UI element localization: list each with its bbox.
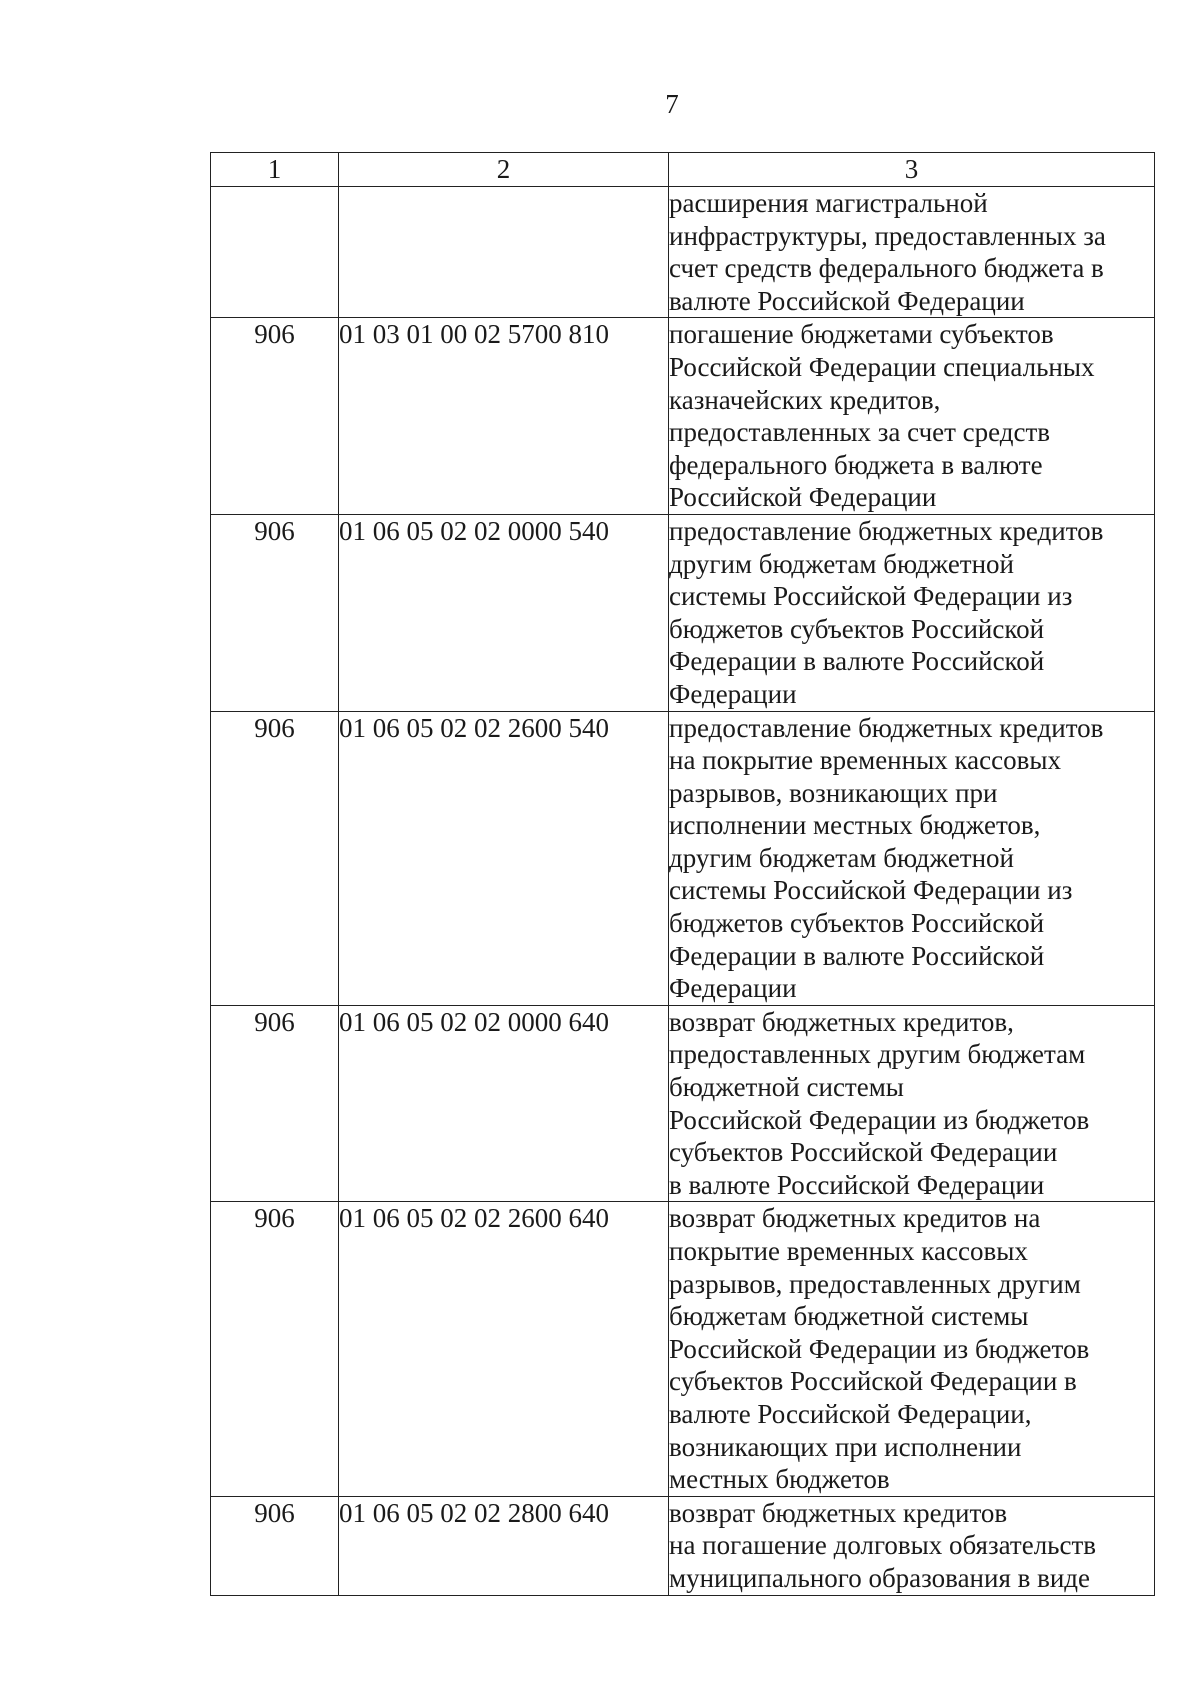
description-line: Федерации <box>669 973 797 1004</box>
description-line: возврат бюджетных кредитов, <box>669 1006 1014 1037</box>
description-line: бюджетов субъектов Российской <box>669 908 1045 939</box>
description-line: счет средств федерального бюджета в <box>669 253 1104 284</box>
description-line: покрытие временных кассовых <box>669 1236 1028 1266</box>
classification-code-cell: 01 06 05 02 02 2600 540 <box>339 711 669 1005</box>
description-line: системы Российской Федерации из <box>669 875 1073 906</box>
table-row <box>211 514 1155 711</box>
description-line: возврат бюджетных кредитов <box>669 1497 1008 1528</box>
classification-code-cell: 01 06 05 02 02 2600 640 <box>339 1202 669 1496</box>
classification-code-cell: 01 06 05 02 02 0000 540 <box>339 514 669 711</box>
description-cell <box>669 1005 1155 1202</box>
description-line: инфраструктуры, предоставленных за <box>669 220 1106 251</box>
admin-code-cell: 906 <box>211 318 339 515</box>
page-number: 7 <box>665 89 679 119</box>
classification-code-cell: 01 03 01 00 02 5700 810 <box>339 318 669 515</box>
description-line: возврат бюджетных кредитов на <box>669 1203 1041 1234</box>
description-line: валюте Российской Федерации, <box>669 1398 1032 1429</box>
table-body <box>211 187 1155 1596</box>
description-line: бюджетной системы <box>669 1072 904 1103</box>
description-cell <box>669 711 1155 1005</box>
admin-code-cell <box>211 187 339 318</box>
description-line: погашение бюджетами субъектов <box>669 319 1054 350</box>
description-cell <box>669 514 1155 711</box>
description-line: расширения магистральной <box>669 188 988 218</box>
description-line: Российской Федерации специальных <box>669 351 1095 382</box>
description-line: возникающих при исполнении <box>669 1431 1022 1462</box>
column-header-3: 3 <box>669 153 1155 187</box>
description-line: разрывов, возникающих при <box>669 777 998 808</box>
table-row <box>211 187 1155 318</box>
description-line: исполнении местных бюджетов, <box>669 810 1041 841</box>
description-line: местных бюджетов <box>669 1464 890 1495</box>
description-line: бюджетам бюджетной системы <box>669 1301 1029 1332</box>
admin-code-cell: 906 <box>211 711 339 1005</box>
column-header-2: 2 <box>339 153 669 187</box>
classification-code-cell <box>339 187 669 318</box>
admin-code-cell: 906 <box>211 1202 339 1496</box>
description-line: в валюте Российской Федерации <box>669 1169 1045 1200</box>
description-line: предоставленных другим бюджетам <box>669 1039 1086 1070</box>
description-line: Федерации в валюте Российской <box>669 646 1045 677</box>
description-line: бюджетов субъектов Российской <box>669 613 1045 644</box>
description-line: субъектов Российской Федерации <box>669 1137 1058 1168</box>
admin-code-cell: 906 <box>211 1496 339 1595</box>
admin-code-cell: 906 <box>211 1005 339 1202</box>
classification-code-cell: 01 06 05 02 02 0000 640 <box>339 1005 669 1202</box>
description-line: системы Российской Федерации из <box>669 581 1073 612</box>
description-line: другим бюджетам бюджетной <box>669 548 1015 579</box>
description-line: на погашение долговых обязательств <box>669 1530 1097 1561</box>
description-line: Российской Федерации из бюджетов <box>669 1333 1090 1364</box>
description-cell <box>669 1202 1155 1496</box>
description-line: предоставление бюджетных кредитов <box>669 515 1104 546</box>
description-line: другим бюджетам бюджетной <box>669 842 1015 873</box>
description-line: Российской Федерации из бюджетов <box>669 1104 1090 1135</box>
description-line: муниципального образования в виде <box>669 1562 1091 1593</box>
description-cell <box>669 1496 1155 1595</box>
description-line: предоставление бюджетных кредитов <box>669 712 1104 743</box>
description-line: Федерации <box>669 678 797 709</box>
description-line: федерального бюджета в валюте <box>669 449 1043 480</box>
classification-code-cell: 01 06 05 02 02 2800 640 <box>339 1496 669 1595</box>
table-row <box>211 1005 1155 1202</box>
budget-codes-table <box>210 152 1155 1596</box>
table-row <box>211 1496 1155 1595</box>
table-row <box>211 711 1155 1005</box>
table-row <box>211 1202 1155 1496</box>
description-line: Федерации в валюте Российской <box>669 940 1045 971</box>
table-row <box>211 318 1155 515</box>
description-line: Российской Федерации <box>669 482 937 513</box>
description-line: казначейских кредитов, <box>669 384 941 415</box>
description-line: валюте Российской Федерации <box>669 285 1025 316</box>
description-line: разрывов, предоставленных другим <box>669 1268 1081 1299</box>
description-cell <box>669 187 1155 318</box>
table-header-row <box>211 153 1155 187</box>
description-line: субъектов Российской Федерации в <box>669 1366 1077 1397</box>
description-cell <box>669 318 1155 515</box>
description-line: предоставленных за счет средств <box>669 417 1051 448</box>
admin-code-cell: 906 <box>211 514 339 711</box>
description-line: на покрытие временных кассовых <box>669 745 1062 776</box>
column-header-1: 1 <box>211 153 339 187</box>
